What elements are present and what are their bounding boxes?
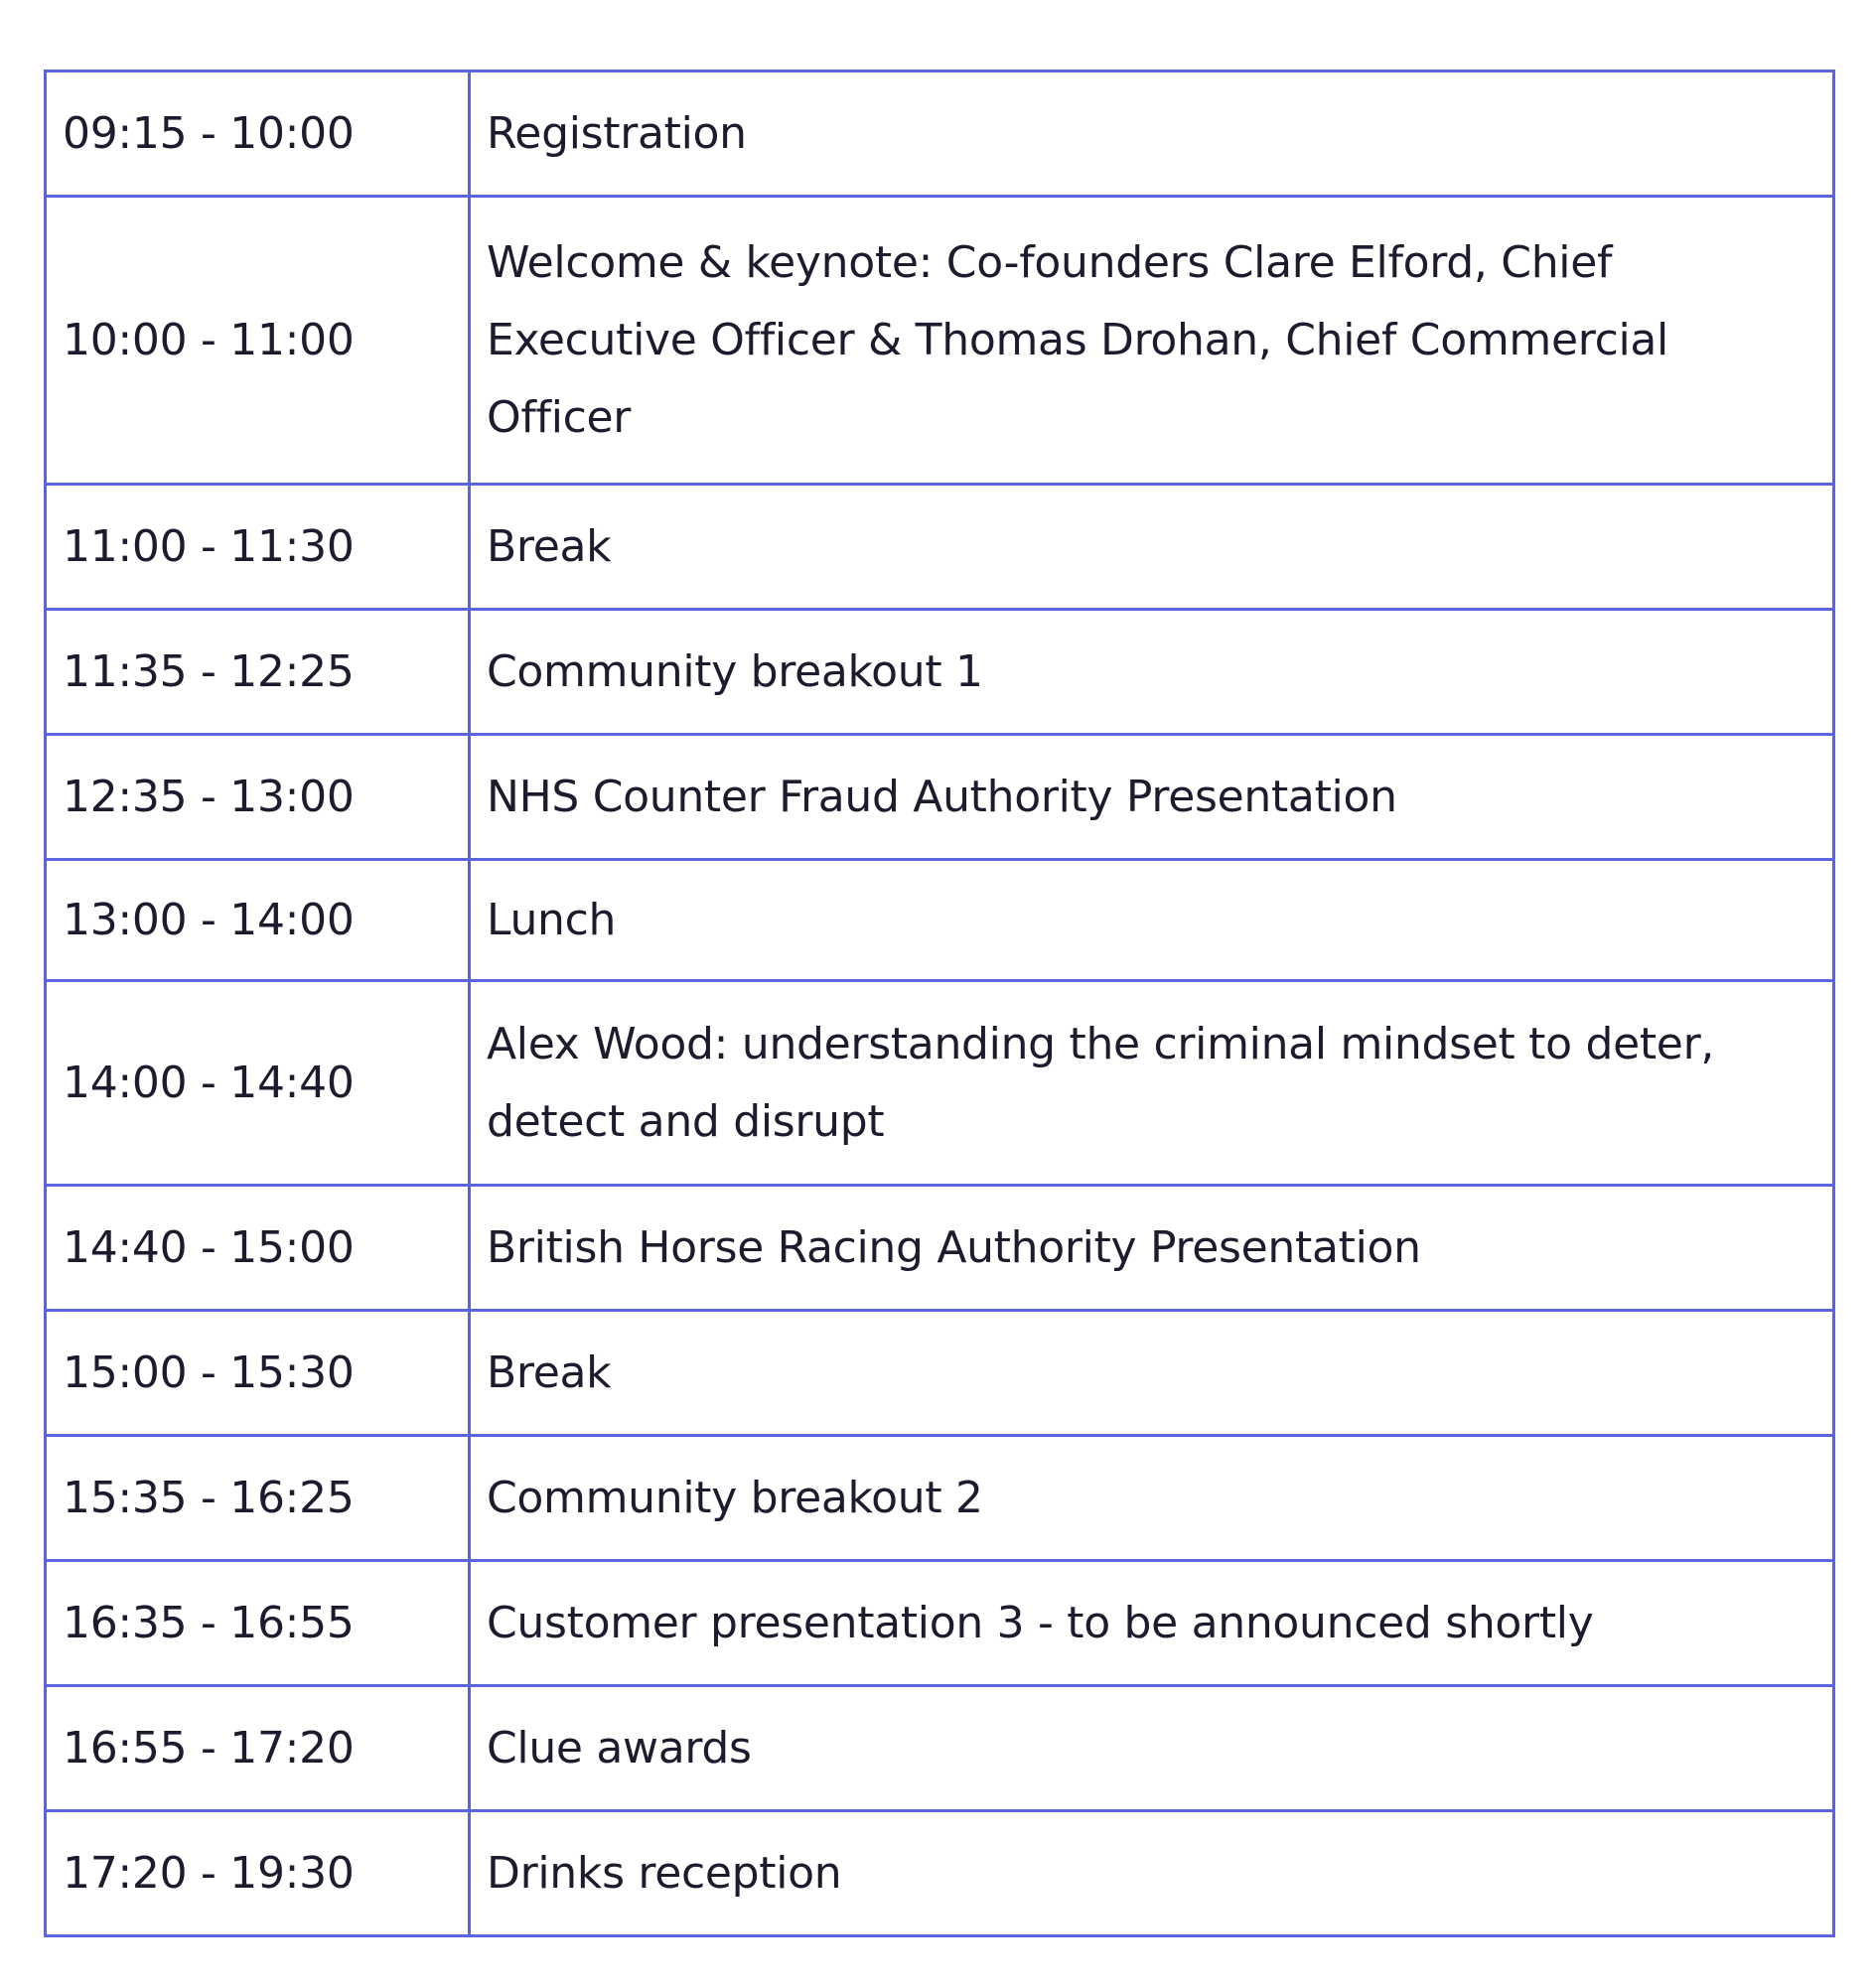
table-row bbox=[46, 610, 1834, 735]
time-cell: 15:00 - 15:30 bbox=[46, 1311, 470, 1436]
time-cell: 09:15 - 10:00 bbox=[46, 71, 470, 197]
event-cell: Break bbox=[470, 485, 1834, 610]
table-row bbox=[46, 1686, 1834, 1811]
agenda-body bbox=[46, 71, 1834, 1936]
event-cell: Community breakout 2 bbox=[470, 1436, 1834, 1561]
table-row bbox=[46, 1436, 1834, 1561]
table-row bbox=[46, 485, 1834, 610]
table-row bbox=[46, 197, 1834, 485]
time-cell: 15:35 - 16:25 bbox=[46, 1436, 470, 1561]
event-cell: Welcome & keynote: Co-founders Clare Elford, Chief Executive Officer & Thomas Drohan, Chief Commercial Officer bbox=[470, 197, 1834, 485]
table-row bbox=[46, 860, 1834, 981]
event-cell: Drinks reception bbox=[470, 1811, 1834, 1936]
time-cell: 17:20 - 19:30 bbox=[46, 1811, 470, 1936]
time-cell: 14:00 - 14:40 bbox=[46, 981, 470, 1186]
event-cell: Alex Wood: understanding the criminal mindset to deter, detect and disrupt bbox=[470, 981, 1834, 1186]
table-row bbox=[46, 71, 1834, 197]
time-cell: 16:35 - 16:55 bbox=[46, 1561, 470, 1686]
time-cell: 10:00 - 11:00 bbox=[46, 197, 470, 485]
table-row bbox=[46, 1186, 1834, 1311]
event-cell: Break bbox=[470, 1311, 1834, 1436]
table-row bbox=[46, 981, 1834, 1186]
time-cell: 14:40 - 15:00 bbox=[46, 1186, 470, 1311]
event-cell: NHS Counter Fraud Authority Presentation bbox=[470, 735, 1834, 860]
time-cell: 13:00 - 14:00 bbox=[46, 860, 470, 981]
event-cell: Lunch bbox=[470, 860, 1834, 981]
event-cell: Registration bbox=[470, 71, 1834, 197]
event-cell: Customer presentation 3 - to be announced shortly bbox=[470, 1561, 1834, 1686]
time-cell: 16:55 - 17:20 bbox=[46, 1686, 470, 1811]
time-cell: 11:00 - 11:30 bbox=[46, 485, 470, 610]
table-row bbox=[46, 1311, 1834, 1436]
event-cell: Clue awards bbox=[470, 1686, 1834, 1811]
event-cell: Community breakout 1 bbox=[470, 610, 1834, 735]
table-row bbox=[46, 1811, 1834, 1936]
time-cell: 11:35 - 12:25 bbox=[46, 610, 470, 735]
table-row bbox=[46, 735, 1834, 860]
event-cell: British Horse Racing Authority Presentation bbox=[470, 1186, 1834, 1311]
time-cell: 12:35 - 13:00 bbox=[46, 735, 470, 860]
table-row bbox=[46, 1561, 1834, 1686]
agenda-table bbox=[44, 70, 1835, 1937]
